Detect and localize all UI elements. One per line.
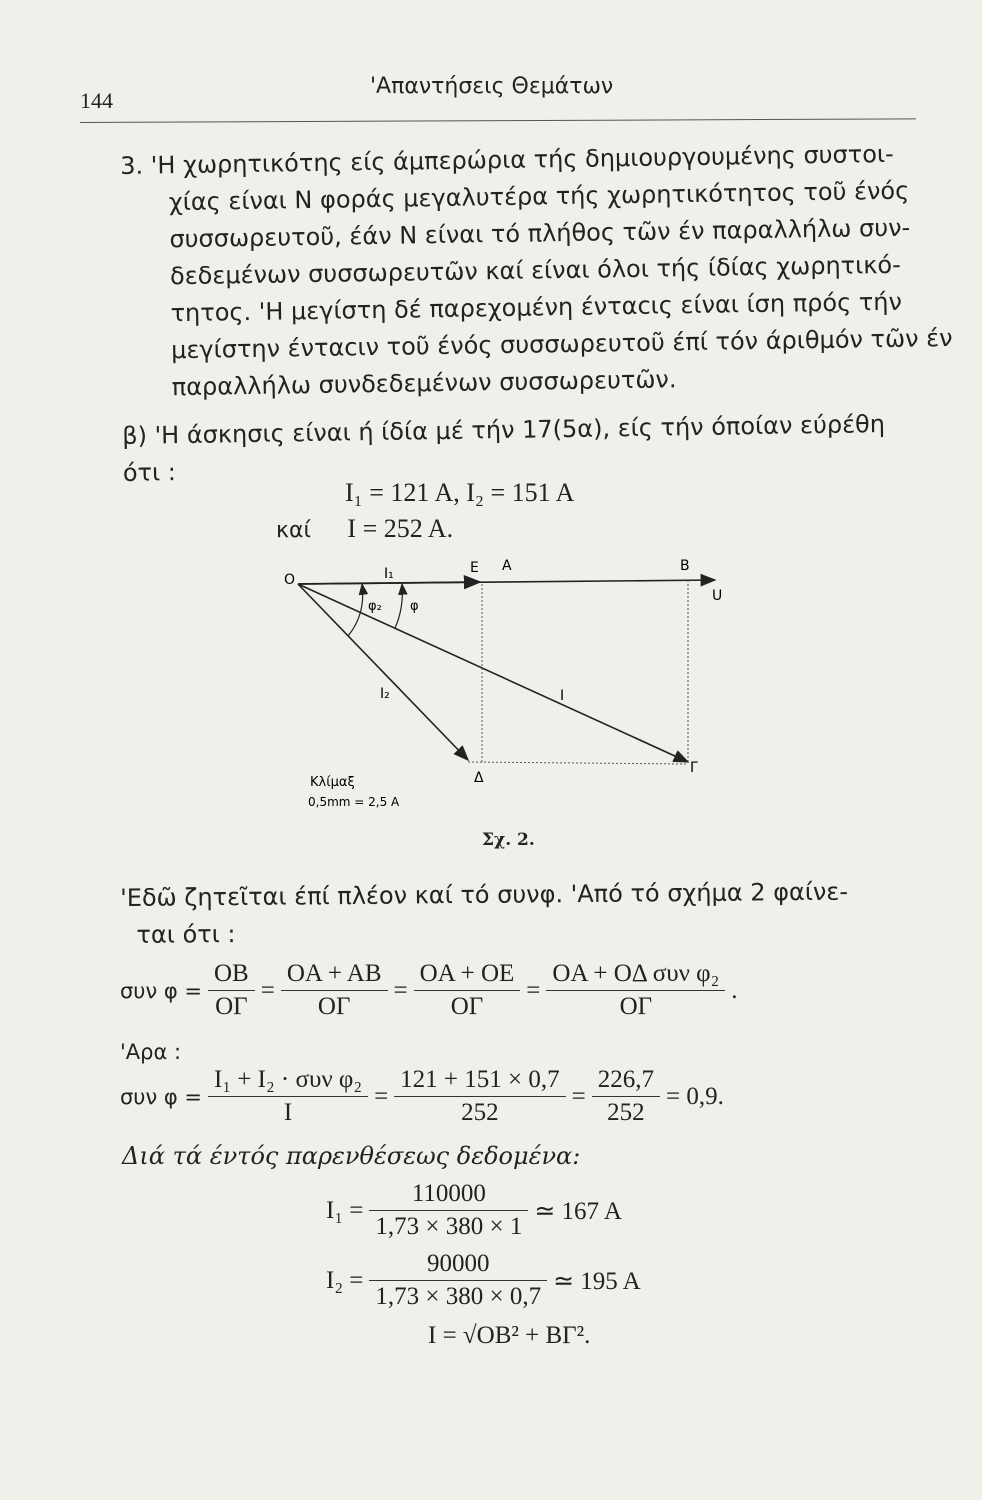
label-gamma: Γ bbox=[690, 760, 698, 776]
equals-sign: = bbox=[260, 976, 275, 1004]
denominator: 1,73 × 380 × 1 bbox=[375, 1213, 523, 1240]
i1-result: ≃ 167 A bbox=[534, 1197, 622, 1225]
numerator: 90000 bbox=[369, 1250, 547, 1281]
construction-line bbox=[468, 762, 688, 764]
vector-i bbox=[298, 584, 688, 762]
page-number: 144 bbox=[80, 88, 113, 113]
text-line: παραλλήλω συνδεδεμένων συσσωρευτῶν. bbox=[171, 365, 677, 402]
text-line: συσσωρευτοῦ, έάν N είναι τό πλήθος τῶν έν παραλλήλω συν- bbox=[169, 213, 911, 254]
fraction bbox=[369, 1250, 547, 1311]
label-i1: I₁ bbox=[384, 566, 394, 582]
numerator: I₁ + I₂ · συν φ₂ bbox=[208, 1066, 368, 1097]
numerator: 110000 bbox=[369, 1180, 528, 1211]
given-currents: I₁ = 121 A, I₂ = 151 A bbox=[345, 478, 575, 507]
angle-arc-phi bbox=[395, 584, 402, 628]
text-line: δεδεμένων συσσωρευτῶν καί είναι όλοι τής ίδίας χωρητικό- bbox=[169, 250, 901, 291]
equals-sign: = bbox=[571, 1082, 586, 1110]
numerator: 226,7 bbox=[592, 1066, 660, 1097]
numerator: OA + AB bbox=[281, 960, 388, 991]
formula-i bbox=[428, 1322, 590, 1350]
numerator: 121 + 151 × 0,7 bbox=[394, 1066, 565, 1097]
fraction bbox=[208, 960, 255, 1021]
formula-i2 bbox=[326, 1250, 641, 1311]
header-rule bbox=[80, 118, 916, 123]
scale-value: 0,5mm = 2,5 A bbox=[308, 795, 400, 809]
section-3-paragraph bbox=[120, 135, 953, 407]
text-line: 'Εδῶ ζητεῖται έπί πλέον καί τό συνφ. 'Από τό σχήμα 2 φαίνε- bbox=[120, 877, 849, 912]
text-line: χίας είναι N φοράς μεγαλυτέρα τής χωρητικότητος τοῦ ένός bbox=[168, 176, 910, 217]
numerator: OB bbox=[208, 960, 255, 991]
i2-lhs: I₂ = bbox=[326, 1266, 364, 1294]
cos-phi-lhs: συν φ = bbox=[120, 978, 202, 1003]
total-current: I = 252 A. bbox=[347, 514, 454, 543]
denominator: I bbox=[283, 1099, 293, 1126]
given-total bbox=[276, 514, 453, 544]
formula-cos-phi-value bbox=[120, 1066, 724, 1127]
formula-cos-phi bbox=[120, 960, 738, 1021]
phasor-diagram bbox=[270, 548, 730, 828]
label-b: B bbox=[680, 558, 690, 574]
vector-i2 bbox=[298, 584, 468, 760]
equals-sign: = bbox=[526, 976, 541, 1004]
label-i: I bbox=[560, 688, 565, 704]
denominator: 252 bbox=[461, 1099, 499, 1126]
equals-sign: = bbox=[393, 976, 408, 1004]
label-phi2: φ₂ bbox=[368, 599, 382, 614]
equals-sign: = bbox=[374, 1082, 389, 1110]
text-line: ται ότι : bbox=[136, 919, 236, 949]
label-e: E bbox=[470, 560, 479, 576]
denominator: 1,73 × 380 × 0,7 bbox=[375, 1283, 542, 1310]
vector-i1 bbox=[298, 582, 480, 584]
denominator: 252 bbox=[607, 1099, 645, 1126]
denominator: OΓ bbox=[317, 993, 351, 1020]
result: = 0,9. bbox=[665, 1082, 724, 1110]
parenthesis-heading: Διά τά έντός παρενθέσεως δεδομένα: bbox=[122, 1142, 581, 1170]
scale-label: Κλίμαξ bbox=[310, 775, 355, 790]
text-line: μεγίστην ένταcιν τοῦ ένός συσσωρευτοῦ έπί τόν άριθμόν τῶν έν bbox=[170, 323, 953, 365]
i-total-formula: I = √OB² + BΓ². bbox=[428, 1322, 591, 1349]
denominator: OΓ bbox=[450, 993, 484, 1020]
i1-lhs: I₁ = bbox=[326, 1196, 364, 1224]
numerator: OA + OΔ συν φ₂ bbox=[546, 960, 725, 991]
formula-i1 bbox=[326, 1180, 622, 1241]
i2-result: ≃ 195 A bbox=[553, 1267, 641, 1295]
fraction bbox=[369, 1180, 528, 1241]
fraction bbox=[208, 1066, 368, 1127]
label-u: U bbox=[712, 588, 723, 604]
fraction bbox=[546, 960, 725, 1021]
figure-caption: Σχ. 2. bbox=[482, 830, 535, 850]
ara-label: 'Αρα : bbox=[120, 1040, 182, 1064]
label-delta: Δ bbox=[474, 770, 484, 786]
text-after-figure bbox=[120, 873, 931, 954]
label-phi: φ bbox=[410, 599, 419, 614]
label-i2: I₂ bbox=[380, 686, 390, 702]
label-o: O bbox=[284, 572, 296, 588]
fraction bbox=[414, 960, 521, 1021]
label-a: A bbox=[502, 558, 512, 574]
numerator: OA + OE bbox=[414, 960, 521, 991]
fraction bbox=[592, 1066, 660, 1127]
denominator: OΓ bbox=[215, 993, 248, 1020]
text-line: 3. 'Η χωρητικότης είς άμπερώρια τής δημιουργουμένης συστοι- bbox=[120, 139, 894, 180]
running-header: 'Απαντήσεις Θεμάτων bbox=[370, 74, 614, 99]
cos-phi-lhs: συν φ = bbox=[120, 1084, 202, 1109]
fraction bbox=[394, 1066, 565, 1127]
fraction bbox=[281, 960, 388, 1021]
kai-word: καί bbox=[276, 518, 311, 543]
text-line: ότι : bbox=[122, 458, 177, 487]
text-line: β) 'Η άσκησις είναι ή ίδία μέ τήν 17(5α), είς τήν όποίαν εύρέθη bbox=[122, 410, 886, 450]
period: . bbox=[731, 976, 738, 1004]
denominator: OΓ bbox=[619, 993, 653, 1020]
text-line: τητος. 'Η μεγίστη δέ παρεχομένη ένταcις είναι ίση πρός τήν bbox=[170, 287, 903, 328]
